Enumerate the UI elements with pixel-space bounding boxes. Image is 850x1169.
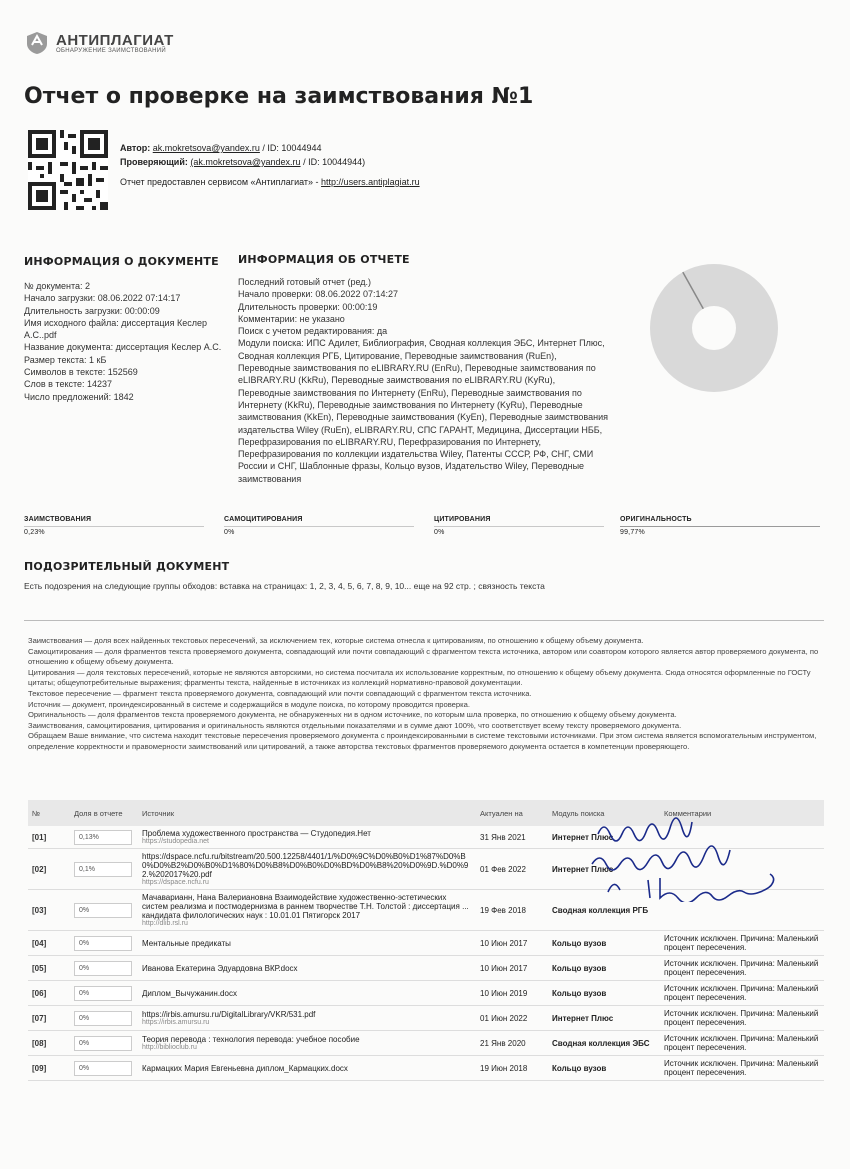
note: Самоцитирования — доля фрагментов текста проверяемого документа, совпадающий или почти совпадающий с фрагментом текста источника, автором или соавтором которого является автор проверяемого документа, по отношению к общему объему документа. [28, 646, 819, 667]
col-source: Источник [138, 800, 476, 826]
author-line: Автор: ak.mokretsova@yandex.ru / ID: 10044944 [120, 143, 322, 153]
source-cell[interactable]: https://dspace.ncfu.ru/bitstream/20.500.12258/4401/1/%D0%9C%D0%B0%D1%87%D0%B0%D0%B2%D0%B0%D1%80%D0%B8%D0%B0%D0%BD%D0%B8%20%D0%9D.%D0%92.%202017%20.pdf https://dspace.ncfu.ru [138, 849, 476, 890]
stat-self-citations: САМОЦИТИРОВАНИЯ 0% [224, 516, 303, 536]
table-row: [09] 0% Кармацких Мария Евгеньевна диплом_Кармацких.docx 19 Июн 2018 Кольцо вузов Источник исключен. Причина: Маленький процент пересечения. [28, 1056, 824, 1081]
note: Заимствования — доля всех найденных текстовых пересечений, за исключением тех, которые система отнесла к цитированиям, по отношению к общему объему документа. [28, 636, 644, 645]
col-date: Актуален на [476, 800, 548, 826]
note: Заимствования, самоцитирования, цитирования и оригинальность являются отдельными показателями и в сумме дают 100%, что соответствует всему тексту проверяемого документа. [28, 720, 682, 730]
logo-tagline: ОБНАРУЖЕНИЕ ЗАИМСТВОВАНИЙ [56, 47, 166, 54]
col-comment: Комментарии [660, 800, 824, 826]
separator [24, 620, 824, 621]
share-value: 0% [74, 986, 132, 1001]
table-row: [05] 0% Иванова Екатерина Эдуардовна ВКР.docx 10 Июн 2017 Кольцо вузов Источник исключен. Причина: Маленький процент пересечения. [28, 956, 824, 981]
author-email-link[interactable]: ak.mokretsova@yandex.ru [152, 143, 260, 153]
checker-email-link[interactable]: (ak.mokretsova@yandex.ru [190, 157, 301, 167]
logo-mark-icon [24, 30, 50, 56]
suspicious-title: ПОДОЗРИТЕЛЬНЫЙ ДОКУМЕНТ [24, 560, 230, 573]
qr-code-icon [28, 130, 108, 210]
share-value: 0% [74, 1036, 132, 1051]
source-cell[interactable]: Мачаварианн, Нана Валериановна Взаимодействие художественно-эстетических систем реализма и постмодернизма в раннем творчестве Т.Н. Толстой : диссертация ... кандидата филологических наук : 10.01.01 Пятигорск 2017 http://dlib.rsl.ru [138, 890, 476, 931]
table-row: [08] 0% Теория перевода : технология перевода: учебное пособие http://biblioclub.ru 21 Янв 2020 Сводная коллекция ЭБС Источник исключен. Причина: Маленький процент пересечения. [28, 1031, 824, 1056]
source-cell[interactable]: Иванова Екатерина Эдуардовна ВКР.docx [138, 956, 476, 981]
share-value: 0,13% [74, 830, 132, 845]
note: Цитирования — доля текстовых пересечений, которые не являются авторскими, но система посчитала их использование корректным, по отношению к общему объему документа. Сюда относятся оформленные по ГОСТу цитаты; общеупотребительные выражения; фрагменты текста, найденные в источниках из коллекций нормативно-правовой документации. [28, 667, 811, 688]
doc-info-line: Размер текста: 1 кБ [24, 354, 107, 365]
table-row: [07] 0% https://irbis.amursu.ru/DigitalLibrary/VKR/531.pdf https://irbis.amursu.ru 01 Июн 2022 Интернет Плюс Источник исключен. Причина: Маленький процент пересечения. [28, 1006, 824, 1031]
doc-info-line: Число предложений: 1842 [24, 391, 134, 402]
share-value: 0% [74, 936, 132, 951]
doc-info-line: Начало загрузки: 08.06.2022 07:14:17 [24, 293, 181, 304]
service-line: Отчет предоставлен сервисом «Антиплагиат» - http://users.antiplagiat.ru [120, 177, 420, 187]
note: Обращаем Ваше внимание, что система находит текстовые пересечения проверяемого документа с проиндексированными в системе текстовыми источниками. При этом система является вспомогательным инструментом, определение корректности и правомерности заимствований или цитирований, а также авторства текстовых фрагментов проверяемого документа остается в компетенции проверяющего. [28, 731, 817, 751]
table-row: [03] 0% Мачаварианн, Нана Валериановна Взаимодействие художественно-эстетических систем реализма и постмодернизма в раннем творчестве Т.Н. Толстой : диссертация ... кандидата филологических наук : 10.01.01 Пятигорск 2017 http://dlib.rsl.ru 19 Фев 2018 Сводная коллекция РГБ [28, 890, 824, 931]
stat-citations: ЦИТИРОВАНИЯ 0% [434, 516, 491, 536]
share-value: 0% [74, 1061, 132, 1076]
pie-hole [692, 306, 736, 350]
service-link[interactable]: http://users.antiplagiat.ru [321, 177, 420, 187]
suspicious-text: Есть подозрения на следующие группы обходов: вставка на страницах: 1, 2, 3, 4, 5, 6, 7, 8, 9, 10... еще на 92 стр. ; связность текста [24, 581, 545, 591]
doc-info-line: Символов в тексте: 152569 [24, 367, 138, 378]
checker-line: Проверяющий: (ak.mokretsova@yandex.ru / ID: 10044944) [120, 157, 366, 167]
table-row: [06] 0% Диплом_Вычужанин.docx 10 Июн 2019 Кольцо вузов Источник исключен. Причина: Маленький процент пересечения. [28, 981, 824, 1006]
share-value: 0% [74, 961, 132, 976]
antiplagiat-logo [24, 30, 174, 56]
table-row: [02] 0,1% https://dspace.ncfu.ru/bitstream/20.500.12258/4401/1/%D0%9C%D0%B0%D1%87%D0%B0%D0%B2%D0%B0%D1%80%D0%B8%D0%B0%D0%BD%D0%B8%20%D0%9D.%D0%92.%202017%20.pdf https://dspace.ncfu.ru 01 Фев 2022 Интернет Плюс [28, 849, 824, 890]
originality-pie-chart [648, 262, 780, 394]
share-value: 0% [74, 903, 132, 918]
definitions-notes [28, 636, 828, 753]
doc-info [24, 280, 224, 403]
col-share: Доля в отчете [70, 800, 138, 826]
report-info-line: Длительность проверки: 00:00:19 [238, 301, 378, 312]
source-cell[interactable]: Теория перевода : технология перевода: учебное пособие http://biblioclub.ru [138, 1031, 476, 1056]
table-row: [04] 0% Ментальные предикаты 10 Июн 2017 Кольцо вузов Источник исключен. Причина: Маленький процент пересечения. [28, 931, 824, 956]
report-info-line: Модули поиска: ИПС Адилет, Библиография, Сводная коллекция ЭБС, Интернет Плюс, Сводная коллекция РГБ, Цитирование, Переводные заимствования (RuEn), Переводные заимствования по eLIBRARY.RU (EnRu), Переводные заимствования по eLIBRARY.RU (KkRu), Переводные заимствования по eLIBRARY.RU (KyRu), Переводные заимствования по Интернету (EnRu), Переводные заимствования по Интернету (KkRu), Переводные заимствования по Интернету (KyRu), Переводные заимствования (KkEn), Переводные заимствования (KyEn), Переводные заимствования издательства Wiley (RuEn), eLIBRARY.RU, СПС ГАРАНТ, Медицина, Диссертации НББ, Перефразирования по eLIBRARY.RU, Перефразирования по Интернету, Перефразирования по коллекции издательства Wiley, Патенты СССР, РФ, СНГ, СМИ России и СНГ, Шаблонные фразы, Кольцо вузов, Издательство Wiley, Переводные заимствования [238, 338, 608, 484]
report-info-line: Последний готовый отчет (ред.) [238, 277, 372, 287]
share-value: 0,1% [74, 862, 132, 877]
source-cell[interactable]: https://irbis.amursu.ru/DigitalLibrary/VKR/531.pdf https://irbis.amursu.ru [138, 1006, 476, 1031]
doc-info-line: Название документа: диссертация Кеслер А.С. [24, 342, 222, 353]
note: Оригинальность — доля фрагментов текста проверяемого документа, не обнаруженных ни в одном источнике, по которым шла проверка, по отношению к общему объему документа. [28, 710, 677, 720]
doc-info-line: № документа: 2 [24, 281, 91, 291]
doc-info-line: Слов в тексте: 14237 [24, 379, 113, 390]
stat-borrowings: ЗАИМСТВОВАНИЯ 0,23% [24, 516, 92, 536]
note: Источник — документ, проиндексированный в системе и содержащийся в модуле поиска, по которому проводится проверка. [28, 699, 470, 709]
share-value: 0% [74, 1011, 132, 1026]
doc-info-line: Имя исходного файла: диссертация Кеслер А.С..pdf [24, 317, 207, 341]
source-cell[interactable]: Ментальные предикаты [138, 931, 476, 956]
source-cell[interactable]: Диплом_Вычужанин.docx [138, 981, 476, 1006]
handwritten-annotation [588, 812, 838, 902]
stat-originality: ОРИГИНАЛЬНОСТЬ 99,77% [620, 516, 692, 536]
col-module: Модуль поиска [548, 800, 660, 826]
report-info-line: Поиск с учетом редактирования: да [238, 326, 388, 337]
report-title: Отчет о проверке на заимствования №1 [24, 84, 534, 109]
note: Текстовое пересечение — фрагмент текста проверяемого документа, совпадающий или почти совпадающий с фрагментом текста источника. [28, 688, 532, 698]
logo-name: АНТИПЛАГИАТ [56, 31, 174, 49]
col-num: № [28, 800, 70, 826]
report-info [238, 276, 610, 485]
source-cell[interactable]: Кармацких Мария Евгеньевна диплом_Кармацких.docx [138, 1056, 476, 1081]
report-info-title: ИНФОРМАЦИЯ ОБ ОТЧЕТЕ [238, 253, 410, 266]
report-info-line: Начало проверки: 08.06.2022 07:14:27 [238, 289, 398, 300]
doc-info-title: ИНФОРМАЦИЯ О ДОКУМЕНТЕ [24, 255, 219, 268]
report-info-line: Комментарии: не указано [238, 313, 345, 324]
table-row: [01] 0,13% Проблема художественного пространства — Студопедия.Нет https://studopedia.net 31 Янв 2021 Интернет Плюс [28, 826, 824, 849]
source-cell[interactable]: Проблема художественного пространства — Студопедия.Нет https://studopedia.net [138, 826, 476, 849]
doc-info-line: Длительность загрузки: 00:00:09 [24, 305, 160, 316]
